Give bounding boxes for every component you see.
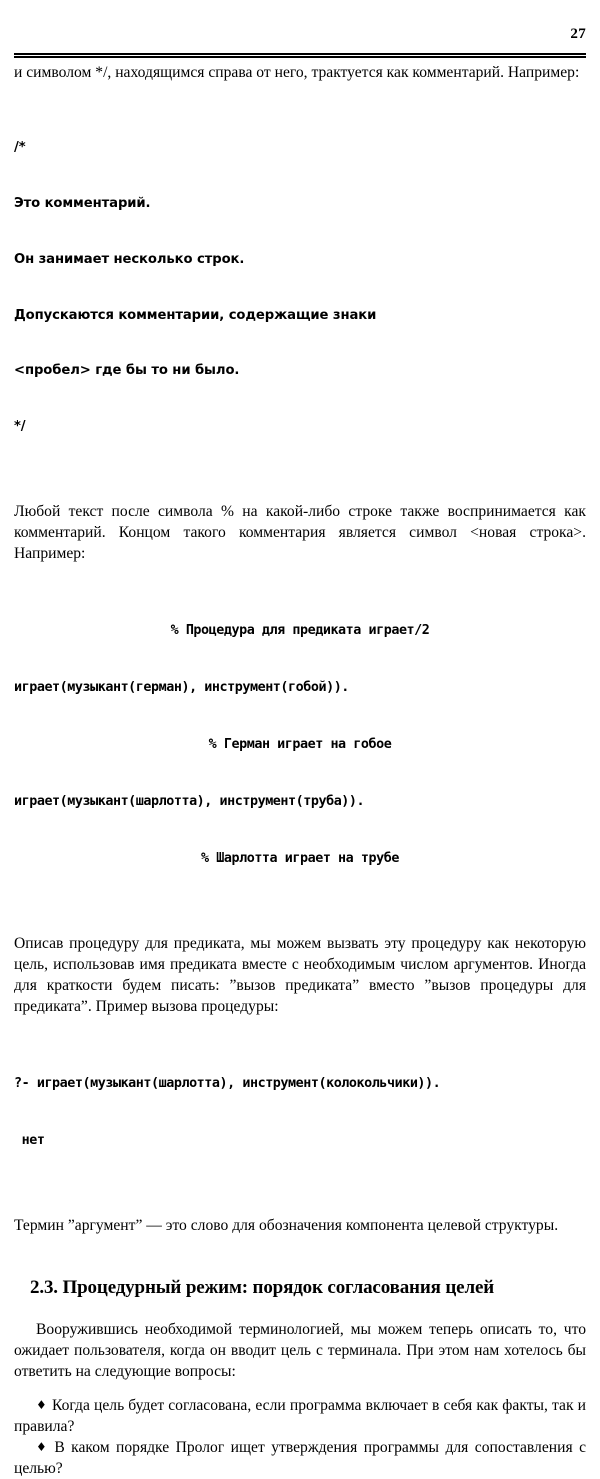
- code-answer-line: нет: [14, 1132, 45, 1148]
- spacer: [14, 906, 586, 933]
- paragraph-percent-comment: Любой текст после символа % на какой-либо строке также воспринимается как комментарий. Концом такого комментария является символ <новая строка>. Например:: [14, 502, 586, 562]
- spacer: [14, 1300, 586, 1319]
- spacer: [14, 1017, 586, 1036]
- spacer: [14, 564, 586, 583]
- spacer: [14, 1236, 586, 1276]
- code-fact-line: играет(музыкант(герман), инструмент(гобой)).: [14, 679, 349, 695]
- spacer: [14, 474, 586, 501]
- code-line: */: [14, 419, 26, 435]
- code-comment-line: % Шарлотта играет на трубе: [201, 850, 399, 866]
- page-number: 27: [570, 26, 586, 42]
- code-comment-line: % Процедура для предиката играет/2: [170, 622, 430, 638]
- question-list: [14, 1395, 586, 1479]
- code-line: <пробел> где бы то ни было.: [14, 363, 240, 379]
- page-header: [14, 0, 586, 62]
- code-listing-query: [14, 1036, 586, 1188]
- list-item-label: Когда цель будет согласована, если программа включает в себя как факты, так и правила?: [14, 1396, 586, 1435]
- list-item: [14, 1437, 586, 1479]
- paragraph-term-argument: Термин ”аргумент” — это слово для обозначения компонента целевой структуры.: [14, 1216, 559, 1234]
- code-line: /*: [14, 140, 26, 156]
- spacer: [14, 1382, 586, 1395]
- code-listing-predicates: [14, 583, 586, 906]
- paragraph-comment-symbol: и символом */, находящимся справа от него, трактуется как комментарий. Например:: [14, 64, 580, 81]
- header-rule-lower: [14, 56, 586, 58]
- paragraph-calling-procedure: Описав процедуру для предиката, мы можем вызвать эту процедуру как некоторую цель, использовав имя предиката вместе с необходимым числом аргументов. Иногда для краткости будем писать: ”вызов предиката” вместо ”вызов процедуры для предиката”. Пример вызова процедуры:: [14, 934, 586, 1015]
- bullet-marker-wrap: [14, 1397, 52, 1414]
- diamond-bullet-icon: ♦: [36, 1439, 50, 1454]
- code-query-line: ?- играет(музыкант(шарлотта), инструмент(колокольчики)).: [14, 1075, 441, 1091]
- list-item: [14, 1395, 586, 1437]
- code-line: Он занимает несколько строк.: [14, 251, 245, 267]
- header-rule-upper: [14, 53, 586, 55]
- diamond-bullet-icon: ♦: [36, 1397, 47, 1412]
- header-rule: [14, 53, 586, 58]
- code-comment-line: % Герман играет на гобое: [208, 736, 392, 752]
- section-heading: 2.3. Процедурный режим: порядок согласования целей: [30, 1276, 495, 1298]
- paragraph-intro-questions: Вооружившись необходимой терминологией, мы можем теперь описать то, что ожидает пользователя, когда он вводит цель с терминала. При этом нам хотелось бы ответить на следующие вопросы:: [14, 1320, 586, 1380]
- spacer: [14, 83, 586, 102]
- list-item-label: В каком порядке Пролог ищет утверждения программы для сопоставления с целью?: [14, 1438, 586, 1477]
- code-line: Это комментарий.: [14, 195, 151, 211]
- code-line: Допускаются комментарии, содержащие знаки: [14, 307, 377, 323]
- code-listing-block-comment: [14, 102, 586, 474]
- spacer: [14, 1188, 586, 1215]
- code-fact-line: играет(музыкант(шарлотта), инструмент(труба)).: [14, 793, 365, 809]
- bullet-marker-wrap: [14, 1439, 54, 1456]
